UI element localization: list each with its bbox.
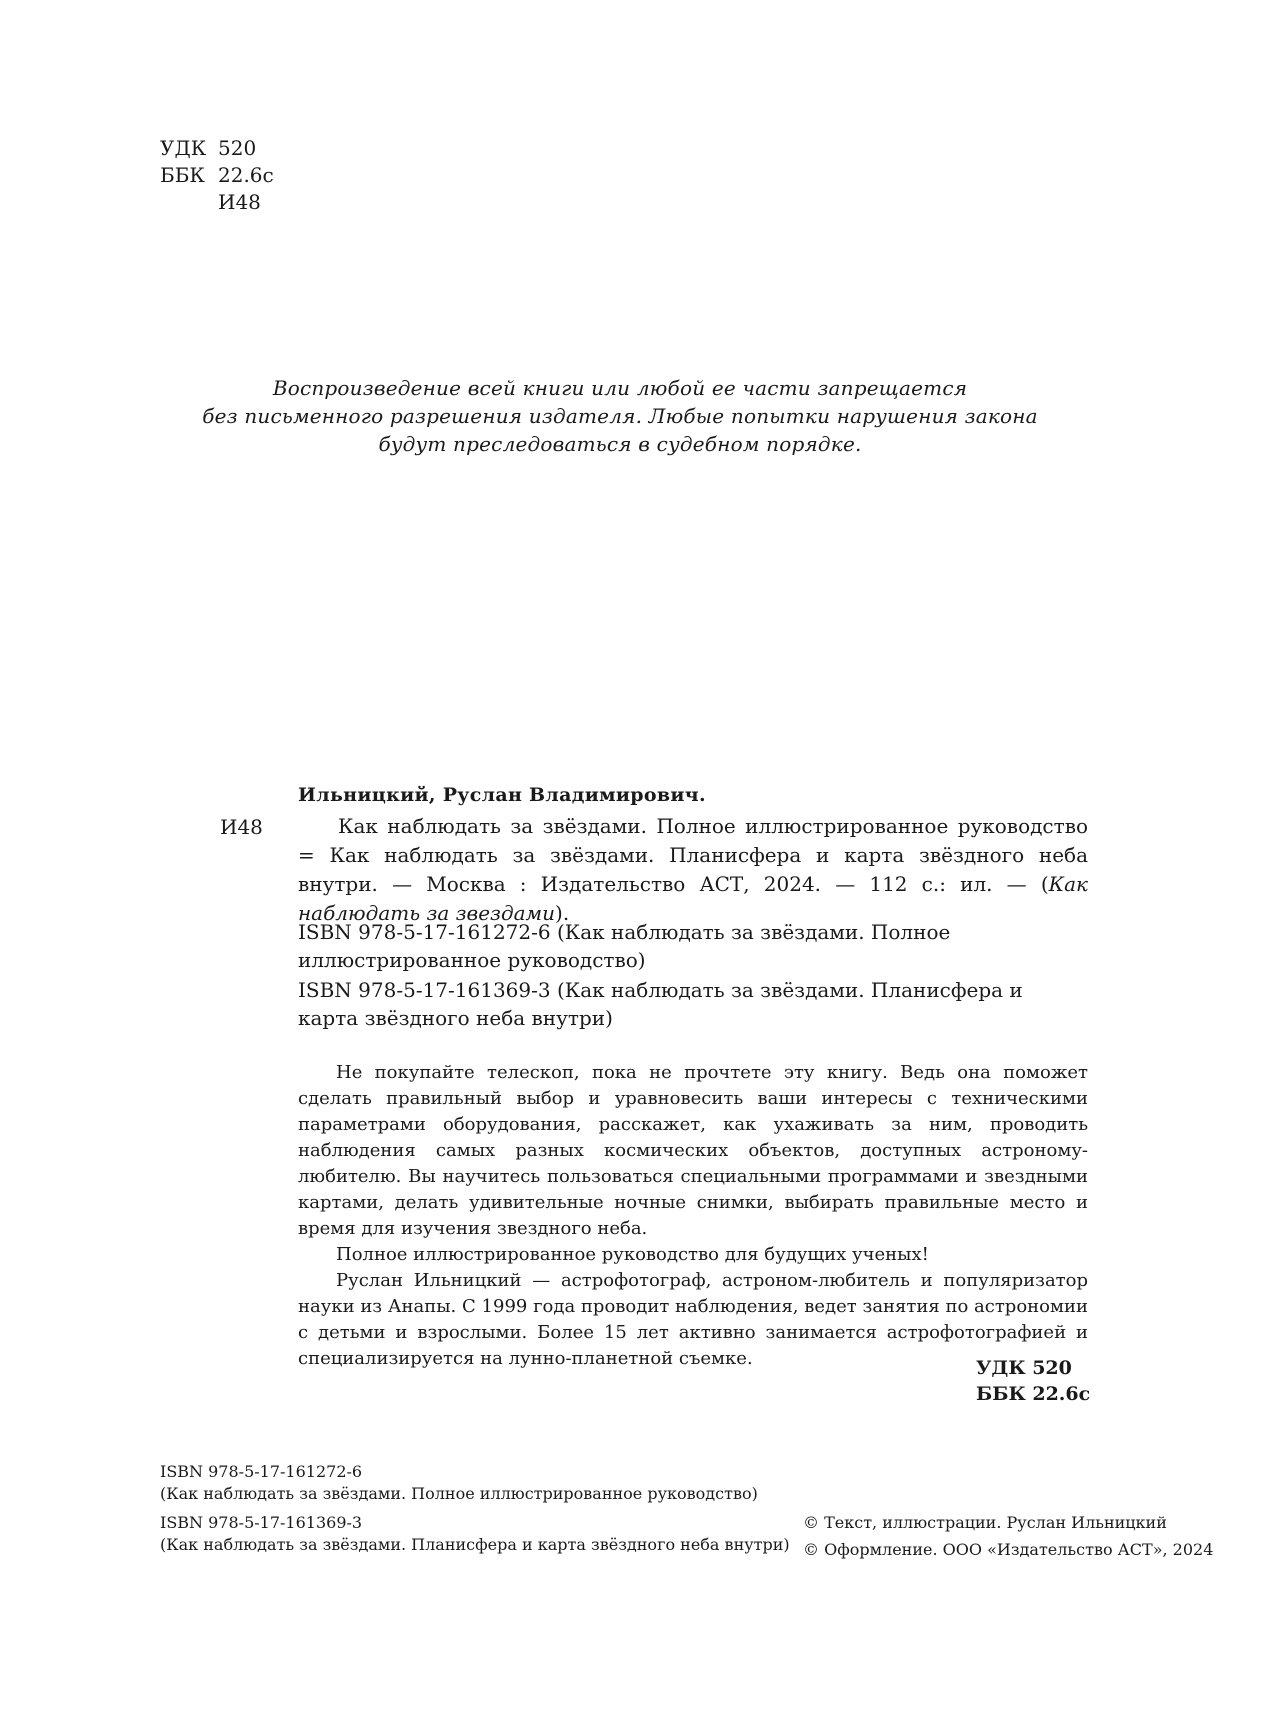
copyright-warning (200, 374, 1040, 458)
warning-line-2: без письменного разрешения издателя. Любые попытки нарушения закона (202, 404, 1038, 428)
description-main: Как наблюдать за звёздами. Полное иллюстрированное руководство = Как наблюдать за звёздами. Планисфера и карта звёздного неба внутри. — Москва : Издательство АСТ, 2024. — 112 с.: ил. — ( (298, 814, 1088, 896)
bottom-isbn-1-number: ISBN 978-5-17-161272-6 (160, 1462, 363, 1481)
copyright-block (803, 1509, 1213, 1563)
bottom-isbn-1 (160, 1461, 758, 1505)
copyright-text: © Текст, иллюстрации. Руслан Ильницкий (803, 1513, 1167, 1532)
bottom-isbn-2-title: (Как наблюдать за звёздами. Планисфера и карта звёздного неба внутри) (160, 1535, 790, 1554)
abstract-paragraph-2: Полное иллюстрированное руководство для будущих ученых! (336, 1244, 929, 1265)
card-isbn-2: ISBN 978-5-17-161369-3 (Как наблюдать за звёздами. Планисфера и карта звёздного неба внутри) (298, 978, 1023, 1030)
bbk-label: ББК (160, 163, 205, 187)
right-udk: УДК 520 (976, 1357, 1072, 1379)
warning-line-3: будут преследоваться в судебном порядке. (378, 432, 862, 456)
bottom-isbn-2-number: ISBN 978-5-17-161369-3 (160, 1513, 363, 1532)
udk-value: 520 (218, 136, 257, 160)
abstract (298, 1060, 1088, 1372)
bbk-row (160, 162, 274, 189)
bottom-isbn-1-title: (Как наблюдать за звёздами. Полное иллюстрированное руководство) (160, 1484, 758, 1503)
card-isbn-1: ISBN 978-5-17-161272-6 (Как наблюдать за звёздами. Полное иллюстрированное руководство) (298, 920, 951, 972)
abstract-paragraph-3: Руслан Ильницкий — астрофотограф, астроном-любитель и популяризатор науки из Анапы. С 1999 года проводит наблюдения, ведет занятия по астрономии с детьми и взрослыми. Более 15 лет активно занимается астрофотографией и специализируется на лунно-планетной съемке. (298, 1270, 1088, 1369)
abstract-paragraph-1: Не покупайте телескоп, пока не прочтете эту книгу. Ведь она поможет сделать правильный выбор и уравновесить ваши интересы с техническими параметрами оборудования, расскажет, как ухаживать за ним, проводить наблюдения самых разных космических объектов, доступных астроному-любителю. Вы научитесь пользоваться специальными программами и звездными картами, делать удивительные ночные снимки, выбирать правильные место и время для изучения звездного неба. (298, 1062, 1088, 1239)
bottom-isbn-2 (160, 1512, 790, 1556)
card-code: И48 (220, 815, 263, 839)
right-classification (976, 1355, 1090, 1407)
right-bbk: ББК 22.6с (976, 1383, 1091, 1405)
author-mark: И48 (218, 190, 261, 214)
udk-row (160, 135, 274, 162)
series-title: Как наблюдать за звездами (298, 872, 1088, 925)
classification-block (160, 135, 274, 216)
bbk-value: 22.6с (218, 163, 274, 187)
warning-line-1: Воспроизведение всей книги или любой ее части запрещается (272, 376, 968, 400)
description-end: ). (555, 901, 570, 925)
card-description (298, 812, 1088, 928)
copyright-design: © Оформление. ООО «Издательство АСТ», 2024 (803, 1540, 1214, 1559)
card-author: Ильницкий, Руслан Владимирович. (298, 784, 706, 806)
udk-label: УДК (160, 136, 207, 160)
